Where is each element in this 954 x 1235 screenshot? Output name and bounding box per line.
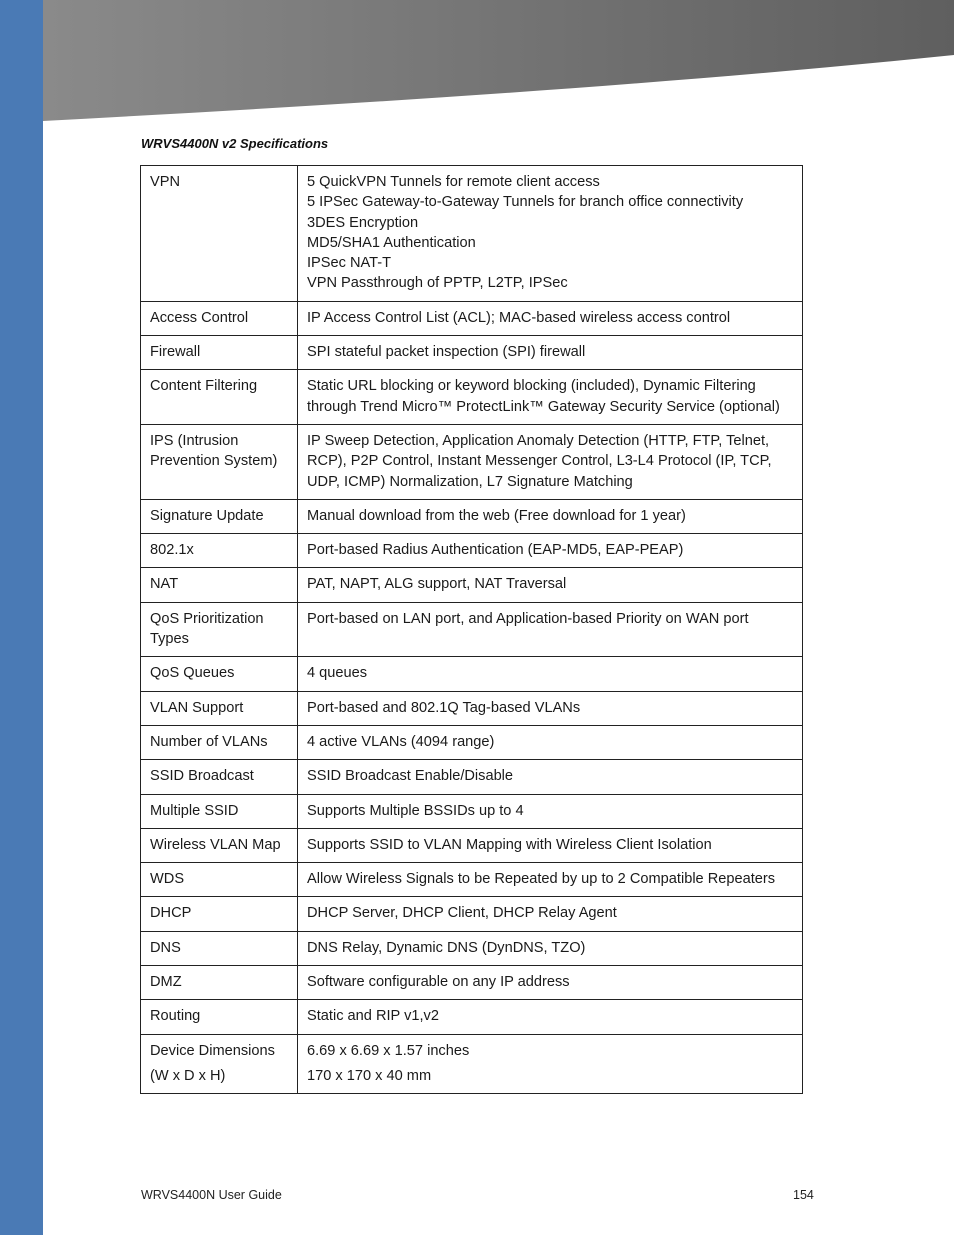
spec-label-line: 802.1x bbox=[150, 542, 194, 559]
spec-label bbox=[141, 1034, 298, 1094]
spec-row bbox=[141, 760, 803, 794]
spec-value bbox=[298, 166, 803, 302]
spec-row bbox=[141, 897, 803, 931]
spec-label-line: Multiple SSID bbox=[150, 802, 239, 819]
spec-label-line: Device Dimensions bbox=[150, 1042, 275, 1059]
spec-value-line: VPN Passthrough of PPTP, L2TP, IPSec bbox=[307, 275, 568, 292]
spec-value-line: IPSec NAT-T bbox=[307, 255, 392, 272]
spec-value-line: 3DES Encryption bbox=[307, 214, 419, 231]
spec-value-line: IP Sweep Detection, Application Anomaly Detection (HTTP, FTP, Telnet, RCP), P2P Control, Instant Messenger Control, L3-L4 Protocol (IP, TCP, UDP, ICMP) Normalization, L7 Signature Matching bbox=[307, 432, 772, 490]
spec-label-line: (W x D x H) bbox=[150, 1067, 226, 1084]
left-sidebar-band bbox=[0, 0, 43, 1235]
spec-value bbox=[298, 534, 803, 568]
spec-value bbox=[298, 794, 803, 828]
spec-value-line: Supports Multiple BSSIDs up to 4 bbox=[307, 802, 524, 819]
spec-row bbox=[141, 691, 803, 725]
spec-label bbox=[141, 534, 298, 568]
spec-label-line: Wireless VLAN Map bbox=[150, 836, 281, 853]
spec-label bbox=[141, 760, 298, 794]
spec-value bbox=[298, 931, 803, 965]
spec-label-line: Access Control bbox=[150, 309, 249, 326]
spec-label-line: NAT bbox=[150, 576, 179, 593]
spec-label bbox=[141, 499, 298, 533]
spec-label bbox=[141, 336, 298, 370]
spec-value bbox=[298, 863, 803, 897]
spec-value-line: Software configurable on any IP address bbox=[307, 974, 570, 991]
spec-value-line: 4 active VLANs (4094 range) bbox=[307, 733, 495, 750]
spec-value-line: SSID Broadcast Enable/Disable bbox=[307, 768, 514, 785]
spec-value bbox=[298, 760, 803, 794]
spec-row bbox=[141, 534, 803, 568]
spec-row bbox=[141, 1000, 803, 1034]
spec-label bbox=[141, 691, 298, 725]
spec-label bbox=[141, 370, 298, 425]
spec-label-line: QoS Queues bbox=[150, 665, 235, 682]
spec-row bbox=[141, 828, 803, 862]
spec-label bbox=[141, 424, 298, 499]
spec-label-line: VLAN Support bbox=[150, 699, 244, 716]
spec-value-line: PAT, NAPT, ALG support, NAT Traversal bbox=[307, 576, 567, 593]
spec-row bbox=[141, 336, 803, 370]
spec-value-line: IP Access Control List (ACL); MAC-based wireless access control bbox=[307, 309, 731, 326]
spec-value bbox=[298, 691, 803, 725]
spec-value bbox=[298, 602, 803, 657]
spec-value-line: SPI stateful packet inspection (SPI) firewall bbox=[307, 344, 586, 361]
spec-value bbox=[298, 336, 803, 370]
spec-label-line: Firewall bbox=[150, 344, 201, 361]
spec-value-line: MD5/SHA1 Authentication bbox=[307, 234, 476, 251]
spec-value-line: Manual download from the web (Free download for 1 year) bbox=[307, 507, 686, 524]
spec-label bbox=[141, 931, 298, 965]
spec-value-line: 6.69 x 6.69 x 1.57 inches bbox=[307, 1042, 470, 1059]
spec-label-line: Routing bbox=[150, 1008, 201, 1025]
spec-value bbox=[298, 301, 803, 335]
spec-value bbox=[298, 725, 803, 759]
spec-label-line: Content Filtering bbox=[150, 378, 258, 395]
spec-label bbox=[141, 828, 298, 862]
spec-row bbox=[141, 166, 803, 302]
spec-value bbox=[298, 1000, 803, 1034]
spec-row bbox=[141, 657, 803, 691]
spec-value-line: Port-based and 802.1Q Tag-based VLANs bbox=[307, 699, 581, 716]
spec-label-line: WDS bbox=[150, 871, 185, 888]
spec-value bbox=[298, 897, 803, 931]
spec-row bbox=[141, 370, 803, 425]
section-title: WRVS4400N v2 Specifications bbox=[141, 136, 329, 151]
spec-value bbox=[298, 1034, 803, 1094]
spec-label bbox=[141, 301, 298, 335]
spec-label-line: DMZ bbox=[150, 974, 182, 991]
spec-row bbox=[141, 1034, 803, 1094]
spec-label bbox=[141, 897, 298, 931]
spec-value bbox=[298, 370, 803, 425]
footer-page-number: 154 bbox=[793, 1188, 814, 1202]
spec-value-line: Port-based Radius Authentication (EAP-MD5, EAP-PEAP) bbox=[307, 542, 684, 559]
spec-row bbox=[141, 424, 803, 499]
spec-value bbox=[298, 568, 803, 602]
spec-value-line: 4 queues bbox=[307, 665, 368, 682]
spec-label bbox=[141, 1000, 298, 1034]
spec-value-line: Supports SSID to VLAN Mapping with Wireless Client Isolation bbox=[307, 836, 712, 853]
spec-value bbox=[298, 828, 803, 862]
spec-label bbox=[141, 794, 298, 828]
spec-row bbox=[141, 863, 803, 897]
spec-value bbox=[298, 966, 803, 1000]
spec-label bbox=[141, 602, 298, 657]
spec-value-line: 5 QuickVPN Tunnels for remote client access bbox=[307, 174, 600, 190]
spec-label bbox=[141, 657, 298, 691]
spec-label-line: DHCP bbox=[150, 905, 192, 922]
spec-value-line: 170 x 170 x 40 mm bbox=[307, 1067, 432, 1084]
spec-label-line: Signature Update bbox=[150, 507, 264, 524]
spec-label bbox=[141, 166, 298, 302]
spec-label-line: SSID Broadcast bbox=[150, 768, 254, 785]
spec-label-line: DNS bbox=[150, 939, 181, 956]
spec-row bbox=[141, 931, 803, 965]
spec-label bbox=[141, 568, 298, 602]
spec-row bbox=[141, 301, 803, 335]
spec-label-line: QoS Prioritization Types bbox=[150, 610, 264, 648]
spec-value-line: Static URL blocking or keyword blocking (included), Dynamic Filtering through Trend Micro™ ProtectLink™ Gateway Security Service (optional) bbox=[307, 378, 780, 415]
spec-label bbox=[141, 725, 298, 759]
spec-label-line: Number of VLANs bbox=[150, 733, 268, 750]
spec-value-line: Allow Wireless Signals to be Repeated by up to 2 Compatible Repeaters bbox=[307, 871, 776, 888]
spec-row bbox=[141, 725, 803, 759]
header-band bbox=[43, 0, 954, 125]
spec-label-line: VPN bbox=[150, 174, 181, 190]
spec-label bbox=[141, 863, 298, 897]
spec-value bbox=[298, 657, 803, 691]
spec-value bbox=[298, 424, 803, 499]
spec-value bbox=[298, 499, 803, 533]
footer-guide-name: WRVS4400N User Guide bbox=[141, 1188, 282, 1202]
spec-row bbox=[141, 966, 803, 1000]
spec-value-line: Port-based on LAN port, and Application-based Priority on WAN port bbox=[307, 610, 749, 627]
spec-value-line: Static and RIP v1,v2 bbox=[307, 1008, 439, 1025]
spec-row bbox=[141, 602, 803, 657]
spec-row bbox=[141, 499, 803, 533]
spec-label-line: IPS (Intrusion Prevention System) bbox=[150, 432, 278, 470]
spec-value-line: DNS Relay, Dynamic DNS (DynDNS, TZO) bbox=[307, 939, 586, 956]
spec-row bbox=[141, 794, 803, 828]
spec-value-line: DHCP Server, DHCP Client, DHCP Relay Agent bbox=[307, 905, 617, 922]
spec-label bbox=[141, 966, 298, 1000]
spec-row bbox=[141, 568, 803, 602]
spec-value-line: 5 IPSec Gateway-to-Gateway Tunnels for branch office connectivity bbox=[307, 194, 744, 211]
spec-table bbox=[140, 165, 803, 1094]
